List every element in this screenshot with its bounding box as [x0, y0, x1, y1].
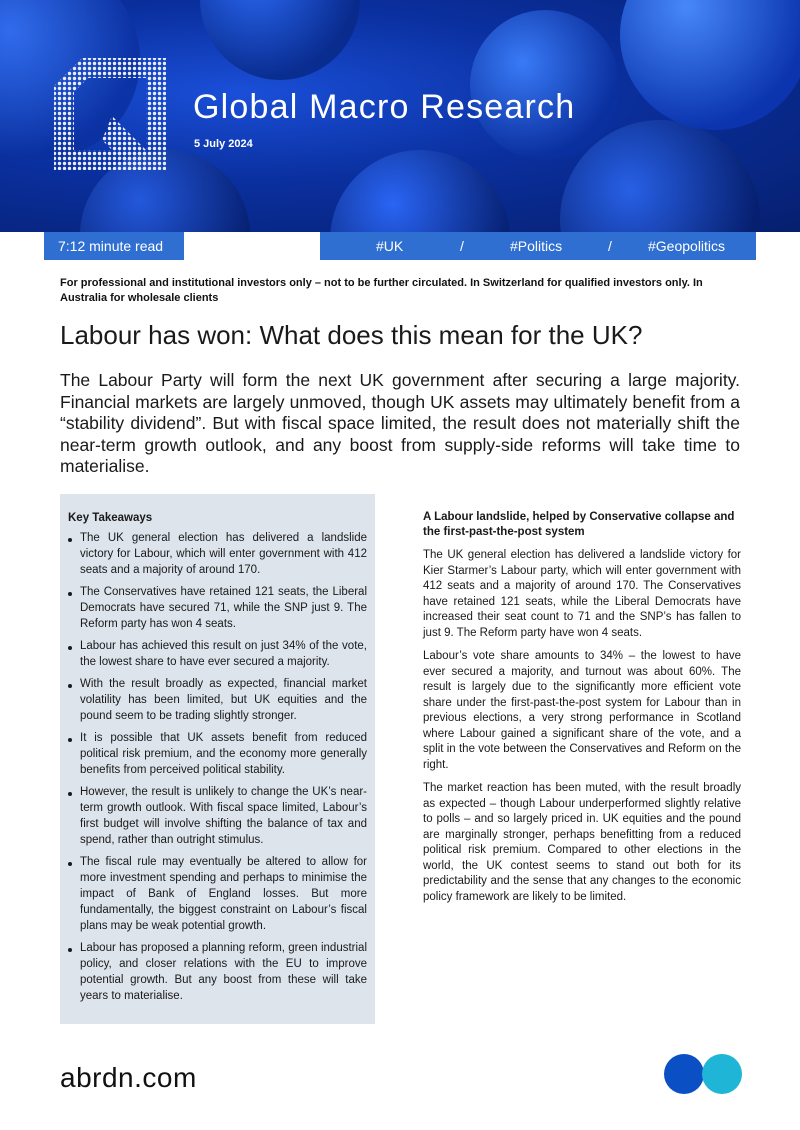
tag-separator: / [608, 238, 612, 254]
footer-brand-link[interactable]: abrdn.com [60, 1062, 197, 1093]
disclaimer: For professional and institutional investors only – not to be further circulated. In Switzerland for qualified investors only. In Australia for wholesale clients [60, 277, 703, 304]
abrdn-dots-icon [664, 1054, 744, 1094]
tag-geopolitics[interactable]: #Geopolitics [648, 238, 726, 254]
header-banner [0, 0, 800, 232]
takeaways-list [68, 530, 367, 1004]
list-item: The Conservatives have retained 121 seats, the Liberal Democrats have secured 71, while the SNP just 9. The Reform party has won 4 seats. [68, 584, 367, 632]
report-date: 5 July 2024 [194, 138, 253, 150]
topic-tags [320, 232, 756, 260]
list-item: It is possible that UK assets benefit from reduced political risk premium, and the economy more generally benefits from perceived political stability. [68, 730, 367, 778]
tag-bar [0, 232, 800, 260]
list-item: Labour has achieved this result on just 34% of the vote, the lowest share to have ever secured a majority. [68, 638, 367, 670]
abrdn-logo-mark-icon [52, 56, 168, 172]
article-body [423, 510, 741, 913]
list-item: However, the result is unlikely to change the UK’s near-term growth outlook. With fiscal space limited, Labour’s first budget will involve shifting the balance of tax and spend, rather than outright stimulus. [68, 784, 367, 848]
article-paragraph: The UK general election has delivered a landslide victory for Kier Starmer’s Labour party, which will enter government with 412 seats and a majority of around 170. The Conservatives have retained 121 seats, while the Liberal Democrats have increased their seat count to 71 and the SNP’s has fallen to just 9. The Reform party have won 4 seats. [423, 549, 741, 639]
headline: Labour has won: What does this mean for the UK? [60, 320, 643, 350]
article-paragraph: The market reaction has been muted, with the result broadly as expected – though Labour underperformed slightly relative to polls – and so largely priced in. UK equities and the pound are marginally stronger, perhaps benefitting from a reduced political risk premium. Compared to other elections in the world, the UK contest seems to stand out both for its predictability and the sense that any changes to the economic policy framework are likely to be limited. [423, 782, 741, 903]
list-item: The fiscal rule may eventually be altered to allow for more investment spending and perhaps to minimise the impact of Bank of England losses. But more fundamentally, the biggest constraint on Labour’s fiscal plans may be weak potential growth. [68, 854, 367, 934]
section-heading: A Labour landslide, helped by Conservative collapse and the first-past-the-post system [423, 511, 735, 538]
key-takeaways-box [60, 494, 375, 1024]
list-item: The UK general election has delivered a landslide victory for Labour, which will enter government with 412 seats and a majority of around 170. [68, 530, 367, 578]
key-takeaways-title: Key Takeaways [68, 512, 153, 524]
list-item: Labour has proposed a planning reform, green industrial policy, and closer relations with the EU to improve potential growth. But any boost from these will take years to materialise. [68, 940, 367, 1004]
lede-paragraph: The Labour Party will form the next UK government after securing a large majority. Financial markets are largely unmoved, though UK assets may ultimately benefit from a “stability dividend”. But with fiscal space limited, the result does not materially shift the near-term growth outlook, and any boost from supply-side reforms will take time to materialise. [60, 370, 740, 476]
read-time-badge: 7:12 minute read [44, 232, 184, 260]
tag-politics[interactable]: #Politics [510, 238, 563, 254]
article-paragraph: Labour’s vote share amounts to 34% – the lowest to have ever secured a majority, and turnout was about 60%. The result is largely due to the significantly more efficient vote share under the first-past-the-post system for Labour than in previous elections, a very strong performance in Scotland where Labour gained a significant share of the vote, and a split in the vote between the Conservatives and Reform on the right. [423, 650, 741, 771]
tag-separator: / [460, 238, 464, 254]
list-item: With the result broadly as expected, financial market volatility has been limited, but UK equities and the pound seem to be trading slightly stronger. [68, 676, 367, 724]
report-title: Global Macro Research [193, 88, 576, 126]
tag-uk[interactable]: #UK [376, 238, 404, 254]
